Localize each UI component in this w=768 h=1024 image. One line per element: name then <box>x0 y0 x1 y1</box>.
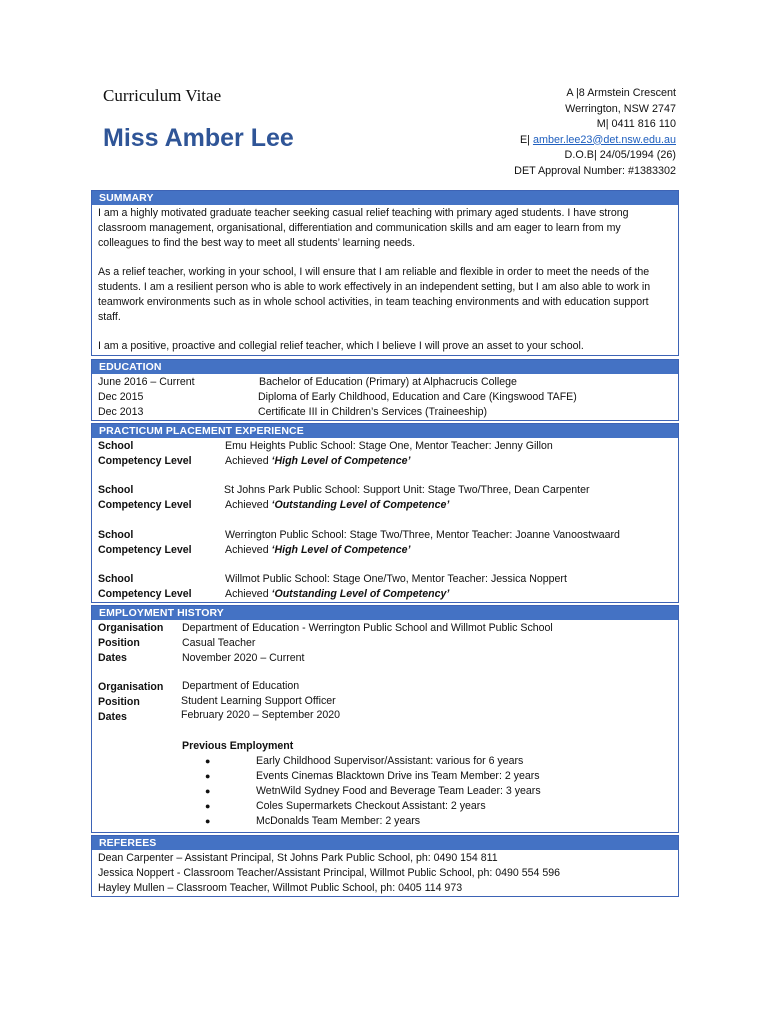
competency-label: Competency Level <box>98 587 192 600</box>
school-label: School <box>98 484 134 497</box>
summary-paragraph-3: I am a positive, proactive and collegial relief teacher, which I believe I will prove an asset to your school. <box>98 340 584 353</box>
document-label: Curriculum Vitae <box>103 86 222 105</box>
list-item: ● Coles Supermarkets Checkout Assistant: 2 years <box>205 800 486 813</box>
referee-row: Hayley Mullen – Classroom Teacher, Willmot Public School, ph: 0405 114 973 <box>98 881 463 894</box>
list-item: ● WetnWild Sydney Food and Beverage Team Leader: 3 years <box>205 785 541 798</box>
dates-value: November 2020 – Current <box>182 651 305 664</box>
referee-row: Dean Carpenter – Assistant Principal, St Johns Park Public School, ph: 0490 154 811 <box>98 852 498 864</box>
contact-block <box>514 86 676 179</box>
list-item: ● Events Cinemas Blacktown Drive ins Team Member: 2 years <box>205 770 540 783</box>
position-label: Position <box>98 695 140 708</box>
education-date: Dec 2013 <box>98 405 144 418</box>
organisation-value: Department of Education - Werrington Public School and Willmot Public School <box>182 622 553 634</box>
det-approval-number: DET Approval Number: #1383302 <box>514 164 676 177</box>
practicum-competency-row <box>98 543 672 558</box>
employment-section <box>91 605 679 833</box>
education-qualification: Certificate III in Children’s Services (Traineeship) <box>258 405 488 418</box>
job-organisation-row <box>98 680 672 695</box>
bullet-icon: ● <box>205 801 211 812</box>
mobile-number: M| 0411 816 110 <box>596 118 676 130</box>
dates-label: Dates <box>98 651 127 664</box>
school-label: School <box>98 573 134 586</box>
organisation-label: Organisation <box>98 681 164 694</box>
practicum-competency-row <box>98 454 672 469</box>
previous-employment-heading-row <box>98 739 672 754</box>
practicum-school-row <box>98 572 672 587</box>
school-value: Werrington Public School: Stage Two/Three, Mentor Teacher: Joanne Vanoostwaard <box>225 528 620 541</box>
summary-paragraph-2: As a relief teacher, working in your school, I will ensure that I am reliable and flexible in order to meet the needs of the students. I am a resilient person who is able to work effectively in an independent setting, but I am also able to work in teamwork environments such as in whole school activities, in team teaching environments and with education support staff. <box>98 266 651 323</box>
achieved-prefix: Achieved <box>225 587 272 600</box>
school-label: School <box>98 528 134 541</box>
competency-value <box>225 543 410 558</box>
summary-section <box>91 190 679 356</box>
school-label: School <box>98 440 134 452</box>
section-title-education: EDUCATION <box>92 360 678 374</box>
competency-label: Competency Level <box>98 543 192 556</box>
candidate-name: Miss Amber Lee <box>103 124 294 152</box>
job-position-row <box>98 636 672 651</box>
practicum-section <box>91 423 679 603</box>
school-value: Willmot Public School: Stage One/Two, Mentor Teacher: Jessica Noppert <box>225 573 567 586</box>
competency-value <box>225 587 449 602</box>
education-row <box>98 375 672 390</box>
email-line <box>514 133 676 149</box>
bullet-icon: ● <box>205 786 211 797</box>
practicum-competency-row <box>98 498 672 513</box>
education-qualification: Bachelor of Education (Primary) at Alphacrucis College <box>259 376 517 388</box>
dates-value: February 2020 – September 2020 <box>181 708 341 721</box>
email-link[interactable]: amber.lee23@det.nsw.edu.au <box>532 133 676 146</box>
section-title-summary: SUMMARY <box>92 191 678 205</box>
previous-employment-heading: Previous Employment <box>182 740 294 753</box>
address-line-1: A |8 Armstein Crescent <box>566 87 676 99</box>
job-organisation-row <box>98 621 672 636</box>
education-body <box>92 374 678 419</box>
achieved-prefix: Achieved <box>225 499 272 512</box>
competency-level: ‘High Level of Competence’ <box>271 543 411 556</box>
bullet-icon: ● <box>205 816 211 827</box>
bullet-icon: ● <box>205 756 211 767</box>
position-label: Position <box>98 636 140 649</box>
previous-employment-list <box>98 754 672 829</box>
education-row <box>98 405 672 420</box>
achieved-prefix: Achieved <box>225 454 272 467</box>
list-item: ● Early Childhood Supervisor/Assistant: various for 6 years <box>205 755 524 768</box>
education-section <box>91 359 679 421</box>
section-title-referees: REFEREES <box>92 836 678 850</box>
competency-label: Competency Level <box>98 454 192 467</box>
employment-body <box>92 620 678 829</box>
organisation-label: Organisation <box>98 622 164 634</box>
school-value: Emu Heights Public School: Stage One, Mentor Teacher: Jenny Gillon <box>225 440 553 452</box>
address-line-2: Werrington, NSW 2747 <box>565 102 676 115</box>
competency-label: Competency Level <box>98 499 192 512</box>
summary-paragraph-1: I am a highly motivated graduate teacher seeking casual relief teaching with primary aged students. I have strong classroom management, organisational, differentiation and communication skills and am eager to learn from my colleagues to find the best way to meet all students’ learning needs. <box>98 207 629 249</box>
education-date: June 2016 – Current <box>98 376 195 388</box>
section-title-practicum: PRACTICUM PLACEMENT EXPERIENCE <box>92 424 678 438</box>
referees-section <box>91 835 679 897</box>
summary-body <box>92 205 678 354</box>
dates-label: Dates <box>98 710 127 723</box>
competency-level: ‘Outstanding Level of Competency’ <box>271 587 450 600</box>
job-dates-row <box>98 651 672 666</box>
practicum-competency-row <box>98 587 672 602</box>
practicum-body <box>92 438 678 602</box>
bullet-icon: ● <box>205 771 211 782</box>
practicum-school-row <box>98 528 672 543</box>
practicum-school-row <box>98 439 672 454</box>
position-value: Student Learning Support Officer <box>181 694 336 707</box>
education-row <box>98 390 672 405</box>
competency-value <box>225 498 449 513</box>
organisation-value: Department of Education <box>182 680 300 693</box>
referee-row: Jessica Noppert - Classroom Teacher/Assistant Principal, Willmot Public School, ph: 0490 554 596 <box>98 866 561 879</box>
school-value: St Johns Park Public School: Support Unit: Stage Two/Three, Dean Carpenter <box>224 484 590 497</box>
education-qualification: Diploma of Early Childhood, Education and Care (Kingswood TAFE) <box>258 390 577 403</box>
practicum-school-row <box>98 483 672 498</box>
section-title-employment: EMPLOYMENT HISTORY <box>92 606 678 620</box>
position-value: Casual Teacher <box>182 636 256 649</box>
competency-value <box>225 454 410 469</box>
job-dates-row <box>98 710 672 725</box>
competency-level: ‘High Level of Competence’ <box>271 454 411 467</box>
referees-body <box>92 850 678 895</box>
email-prefix: E| <box>519 133 533 146</box>
competency-level: ‘Outstanding Level of Competence’ <box>271 499 450 512</box>
date-of-birth: D.O.B| 24/05/1994 (26) <box>564 149 676 161</box>
education-date: Dec 2015 <box>98 390 144 403</box>
achieved-prefix: Achieved <box>225 543 272 556</box>
list-item: ● McDonalds Team Member: 2 years <box>205 815 421 828</box>
